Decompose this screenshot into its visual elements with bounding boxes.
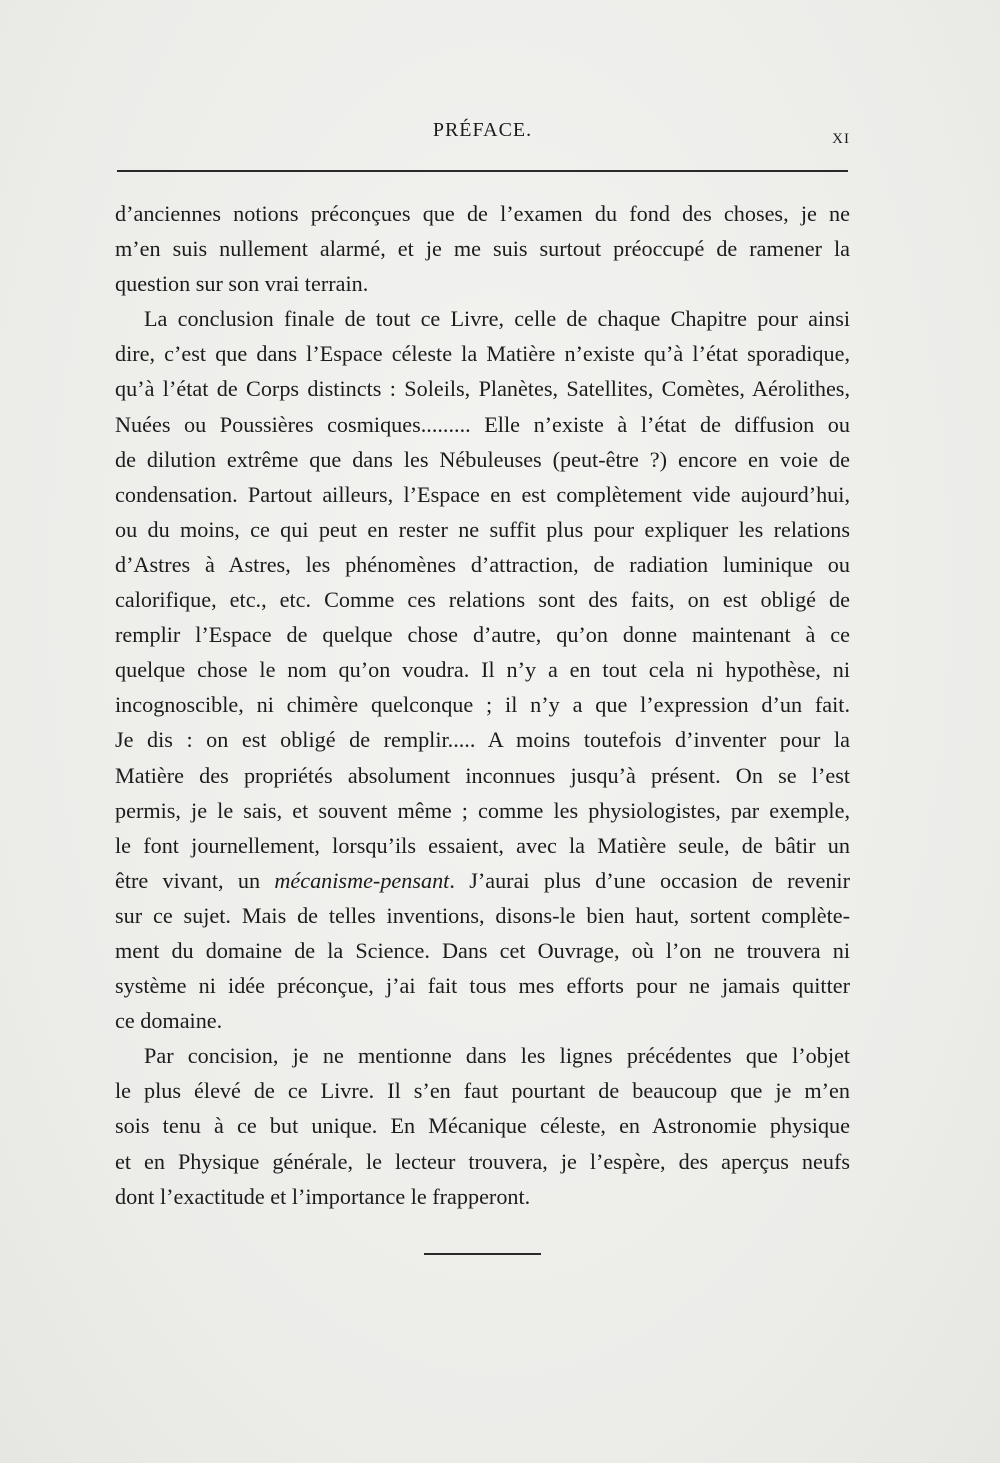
text-line: Par concision, je ne mentionne dans les lignes précédentes que l’objet <box>144 1043 850 1069</box>
italic-term: mécanisme-pensant <box>274 867 450 893</box>
text-line: calorifique, etc., etc. Comme ces relations sont des faits, on est obligé de <box>115 587 850 613</box>
text-line: de dilution extrême que dans les Nébuleuses (peut-être ?) encore en voie de <box>115 446 850 472</box>
body-text <box>115 196 850 1214</box>
text-line: La conclusion finale de tout ce Livre, celle de chaque Chapitre pour ainsi <box>144 306 850 332</box>
text-line: dire, c’est que dans l’Espace céleste la Matière n’existe qu’à l’état sporadique, <box>115 341 850 367</box>
text-line: question sur son vrai terrain. <box>115 271 369 297</box>
header-rule <box>117 170 848 172</box>
text-line: le plus élevé de ce Livre. Il s’en faut pourtant de beaucoup que je m’en <box>115 1078 850 1104</box>
text-line: condensation. Partout ailleurs, l’Espace en est complètement vide aujourd’hui, <box>115 481 850 507</box>
text-line: ce domaine. <box>115 1008 223 1034</box>
text-line: et en Physique générale, le lecteur trouvera, je l’espère, des aperçus neufs <box>115 1148 850 1174</box>
text-line: sois tenu à ce but unique. En Mécanique céleste, en Astronomie physique <box>115 1113 850 1139</box>
text-line: qu’à l’état de Corps distincts : Soleils, Planètes, Satellites, Comètes, Aérolithes, <box>115 376 850 402</box>
text-line: Nuées ou Poussières cosmiques......... Elle n’existe à l’état de diffusion ou <box>115 411 850 437</box>
text-line: permis, je le sais, et souvent même ; comme les physiologistes, par exemple, <box>115 797 850 823</box>
text-line: sur ce sujet. Mais de telles inventions, disons-le bien haut, sortent complète- <box>115 902 850 928</box>
closing-rule <box>424 1253 541 1255</box>
text-line: d’Astres à Astres, les phénomènes d’attraction, de radiation luminique ou <box>115 551 850 577</box>
text-line: remplir l’Espace de quelque chose d’autre, qu’on donne maintenant à ce <box>115 622 850 648</box>
running-head-title: PRÉFACE. <box>432 119 533 141</box>
text-line: dont l’exactitude et l’importance le frapperont. <box>115 1183 531 1209</box>
text-line: m’en suis nullement alarmé, et je me suis surtout préoccupé de ramener la <box>115 236 850 262</box>
text-line: quelque chose le nom qu’on voudra. Il n’y a en tout cela ni hypothèse, ni <box>115 657 850 683</box>
text-line: le font journellement, lorsqu’ils essaient, avec la Matière seule, de bâtir un <box>115 832 850 858</box>
text-line: ment du domaine de la Science. Dans cet Ouvrage, où l’on ne trouvera ni <box>115 937 850 963</box>
text-line: Matière des propriétés absolument inconnues jusqu’à présent. On se l’est <box>115 762 850 788</box>
text-line: d’anciennes notions préconçues que de l’examen du fond des choses, je ne <box>115 201 850 226</box>
running-head <box>115 119 850 149</box>
text-line: être vivant, un mécanisme-pensant. J’aurai plus d’une occasion de revenir <box>115 867 850 893</box>
text-line: système ni idée préconçue, j’ai fait tous mes efforts pour ne jamais quitter <box>115 973 850 999</box>
text-line: incognoscible, ni chimère quelconque ; il n’y a que l’expression d’un fait. <box>115 692 850 718</box>
text-line: ou du moins, ce qui peut en rester ne suffit plus pour expliquer les relations <box>115 516 850 542</box>
page-number: XI <box>832 131 850 147</box>
text-line: Je dis : on est obligé de remplir..... A moins toutefois d’inventer pour la <box>115 727 850 753</box>
